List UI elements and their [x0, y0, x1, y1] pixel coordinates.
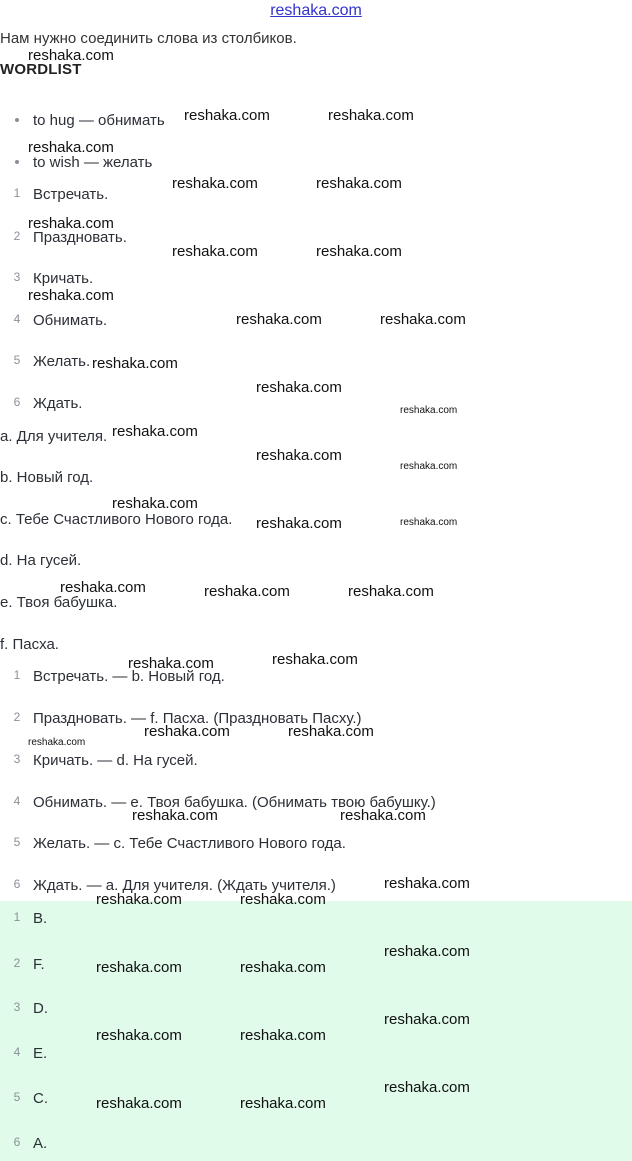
bullet-icon: [12, 112, 22, 126]
item-number: 3: [13, 270, 21, 284]
watermark: reshaka.com: [28, 215, 114, 232]
watermark: reshaka.com: [384, 875, 470, 892]
watermark: reshaka.com: [96, 1095, 182, 1112]
item-number: 6: [13, 1135, 21, 1149]
watermark: reshaka.com: [384, 943, 470, 960]
match-text: Обнимать. — e. Твоя бабушка. (Обнимать твою бабушку.): [33, 794, 436, 811]
watermark: reshaka.com: [316, 243, 402, 260]
watermark: reshaka.com: [236, 311, 322, 328]
item-number: 5: [13, 835, 21, 849]
item-number: 3: [13, 752, 21, 766]
watermark: reshaka.com: [240, 959, 326, 976]
verb-text: Желать.: [33, 353, 91, 370]
answer-text: E.: [33, 1045, 48, 1062]
verb-text: Праздновать.: [33, 229, 127, 246]
item-number: 4: [13, 312, 21, 326]
verb-text: Встречать.: [33, 186, 109, 203]
item-number: 3: [13, 1000, 21, 1014]
match-text: Желать. — c. Тебе Счастливого Нового года.: [33, 835, 346, 852]
item-number: 2: [13, 956, 21, 970]
watermark: reshaka.com: [316, 175, 402, 192]
watermark: reshaka.com: [340, 807, 426, 824]
item-number: 1: [13, 910, 21, 924]
wordlist-item-text: to hug — обнимать: [33, 112, 165, 129]
watermark: reshaka.com: [240, 891, 326, 908]
watermark: reshaka.com: [28, 47, 114, 64]
answer-text: D.: [33, 1000, 48, 1017]
item-number: 6: [13, 877, 21, 891]
watermark: reshaka.com: [400, 405, 458, 416]
answer-text: F.: [33, 956, 45, 973]
watermark: reshaka.com: [172, 175, 258, 192]
watermark: reshaka.com: [128, 655, 214, 672]
watermark: reshaka.com: [172, 243, 258, 260]
object-item: d. На гусей.: [0, 552, 82, 569]
watermark: reshaka.com: [348, 583, 434, 600]
item-number: 1: [13, 668, 21, 682]
watermark: reshaka.com: [256, 515, 342, 532]
watermark: reshaka.com: [384, 1079, 470, 1096]
watermark: reshaka.com: [96, 959, 182, 976]
intro-text: Нам нужно соединить слова из столбиков.: [0, 30, 297, 47]
object-item: e. Твоя бабушка.: [0, 594, 118, 611]
wordlist-item-text: to wish — желать: [33, 154, 153, 171]
watermark: reshaka.com: [96, 1027, 182, 1044]
match-text: Праздновать. — f. Пасха. (Праздновать Пасху.): [33, 710, 362, 727]
watermark: reshaka.com: [132, 807, 218, 824]
watermark: reshaka.com: [112, 495, 198, 512]
object-item: f. Пасха.: [0, 636, 59, 653]
verb-text: Обнимать.: [33, 312, 108, 329]
watermark: reshaka.com: [272, 651, 358, 668]
site-link[interactable]: reshaka.com: [270, 2, 362, 19]
object-item: a. Для учителя.: [0, 428, 108, 445]
match-text: Кричать. — d. На гусей.: [33, 752, 198, 769]
match-text: Встречать. — b. Новый год.: [33, 668, 225, 685]
verb-text: Ждать.: [33, 395, 83, 412]
watermark: reshaka.com: [112, 423, 198, 440]
watermark: reshaka.com: [256, 447, 342, 464]
match-text: Ждать. — a. Для учителя. (Ждать учителя.): [33, 877, 336, 894]
answer-text: A.: [33, 1135, 48, 1152]
watermark: reshaka.com: [184, 107, 270, 124]
watermark: reshaka.com: [240, 1027, 326, 1044]
item-number: 4: [13, 1045, 21, 1059]
watermark: reshaka.com: [400, 461, 458, 472]
bullet-icon: [12, 154, 22, 168]
watermark: reshaka.com: [384, 1011, 470, 1028]
watermark: reshaka.com: [256, 379, 342, 396]
section-title: WORDLIST: [0, 61, 82, 78]
watermark: reshaka.com: [400, 517, 458, 528]
item-number: 1: [13, 186, 21, 200]
item-number: 2: [13, 710, 21, 724]
watermark: reshaka.com: [380, 311, 466, 328]
watermark: reshaka.com: [240, 1095, 326, 1112]
watermark: reshaka.com: [28, 139, 114, 156]
watermark: reshaka.com: [144, 723, 230, 740]
watermark: reshaka.com: [28, 737, 86, 748]
watermark: reshaka.com: [60, 579, 146, 596]
watermark: reshaka.com: [92, 355, 178, 372]
item-number: 2: [13, 229, 21, 243]
item-number: 6: [13, 395, 21, 409]
item-number: 5: [13, 353, 21, 367]
watermark: reshaka.com: [96, 891, 182, 908]
watermark: reshaka.com: [28, 287, 114, 304]
item-number: 4: [13, 794, 21, 808]
watermark: reshaka.com: [328, 107, 414, 124]
answer-text: C.: [33, 1090, 48, 1107]
object-item: c. Тебе Счастливого Нового года.: [0, 511, 233, 528]
item-number: 5: [13, 1090, 21, 1104]
watermark: reshaka.com: [204, 583, 290, 600]
object-item: b. Новый год.: [0, 469, 94, 486]
answer-text: B.: [33, 910, 48, 927]
watermark: reshaka.com: [288, 723, 374, 740]
verb-text: Кричать.: [33, 270, 94, 287]
